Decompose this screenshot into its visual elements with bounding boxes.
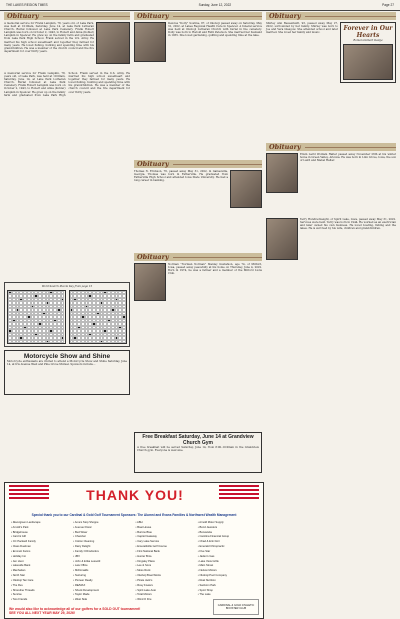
sponsor-item: • Chamber	[73, 535, 86, 539]
masthead-left: THE LAKES REGION TIMES	[6, 3, 48, 7]
sponsor-item: • Okoboji Pool Company	[197, 574, 227, 578]
sponsor-item: • Arnold Motor Supply	[197, 521, 224, 524]
sponsor-item: • North Star	[11, 574, 25, 578]
ad-footer-date: SEE YOU ALL NEXT YEAR MAY 29, 2026!	[9, 611, 76, 615]
sponsor-item: • Total Motors	[135, 593, 152, 597]
sponsor-item: • Lee & Sons	[135, 564, 152, 568]
obituary-banner: Obituary	[134, 160, 262, 168]
sponsor-item: • Cotton Cleaning	[73, 540, 95, 544]
sponsor-item: • Jen Huot	[11, 559, 24, 563]
booster-logo: CARDINAL & GOLD ATHLETIC BOOSTER CLUB	[213, 599, 259, 615]
breakfast-event	[134, 432, 262, 473]
sponsor-item: • Emmett Farms	[11, 549, 31, 553]
sponsor-item: • Main Street	[197, 564, 214, 568]
sponsor-item: • Shuck Development	[73, 588, 99, 592]
sponsor-item: • Holiday Inn	[11, 554, 27, 558]
sponsor-item: • Arnold's Park	[11, 525, 29, 529]
page-grid	[4, 12, 396, 615]
sponsor-item: • First National Bank	[135, 549, 160, 553]
sponsor-item: • Okoboji Tan Care	[11, 578, 34, 582]
sponsor-item: • McDonalds	[73, 569, 89, 573]
memoriam-subtitle: Roman Delbert Dedge	[353, 39, 383, 42]
sponsor-item: • Shoreline Threads	[11, 588, 35, 592]
sponsor-item: • Wind O Fire	[135, 598, 152, 602]
sponsor-item: • Boat House	[135, 525, 152, 529]
event-body: Motorcycle enthusiasts are invited to attend a Motorcycle Show and Shine Saturday, June 14, at Iris Avenue West and Pine Grove Mutual. Sponsors include...	[7, 360, 127, 367]
sponsor-item: • Family Orthodontics	[73, 549, 99, 553]
sponsor-item: • Pioneer Realty	[73, 578, 93, 582]
sponsor-item: • Two Friends	[11, 598, 28, 602]
sponsor-item: • Sunrise	[11, 593, 22, 597]
sponsor-item: • ABH	[135, 521, 143, 524]
sponsor-item: • Avenue Floral	[73, 525, 92, 529]
sponsor-item: • Capitol Gateway	[135, 535, 157, 539]
sponsor-item: • Ama's Stop Shoppe	[73, 521, 99, 524]
sponsor-item: • West Side	[73, 598, 88, 602]
obituary-text-continued: A memorial service for Frank Lampkin, 78, years old, of Lake Park, was held at 10:00am, Saturday, June 14, at Lake Park Lutheran Church. Burial followed at Lake Park Cemetery. Frank Robert Lampkin was born on October 2, 1943, to Robert and Alma (Kohler) Lampkin in Spencer. He grew up on the family farm and graduated from Lake Park High School. Frank served in the U.S. Army. He married his high school sweetheart and together they farmed for many years. He loved fishing, hunting and spending time with his grandchildren. He was a member of the church council and the fire department for over thirty years.	[4, 72, 130, 97]
sponsor-item: • Emerald Chiropractic	[197, 545, 225, 549]
puzzle-grid	[7, 290, 66, 344]
sponsor-item: • Moss Rock	[135, 569, 151, 573]
masthead-center: Sunday, June 12, 2022	[198, 3, 232, 7]
sponsor-item: • Rosy Fowers	[135, 583, 153, 587]
sponsor-item: • Lake View Grille	[197, 559, 219, 563]
sponsor-item: • Class Duelman	[11, 545, 31, 549]
obituary-banner: Obituary	[266, 143, 396, 151]
sponsor-item: • CC Packard Family	[11, 540, 36, 544]
sponsor-item: • Bond Jewelers	[197, 525, 218, 529]
flag-graphic	[9, 485, 49, 513]
sponsor-item: • Cary Lake Service	[135, 540, 160, 544]
sponsor-item: • Spirit Lake Auto	[135, 588, 157, 592]
obituary-banner: Obituary	[134, 12, 262, 20]
sponsor-item: • Dairy Delight	[73, 545, 91, 549]
obituary-banner: Obituary	[134, 253, 262, 261]
sponsor-item: • Law Office	[73, 564, 88, 568]
obituary-banner: Obituary	[266, 12, 396, 20]
sponsor-item: • Taylor Made	[73, 593, 90, 597]
obituary-text: Delores "Dolly" Soutine, 87, of Okoboji passed away on Saturday, May 31, 2022, at Lakes Regional Health Care in Spencer. A funeral service was held at Okoboji Lutheran Church with burial in the cemetery. Dolly was born to Harold and Ruth Peterson. She married her husband in 1955. She loved gardening, quilting and spending time at the lake.	[168, 22, 262, 38]
sponsor-item: • JBV	[73, 554, 80, 558]
memoriam-title: Forever in Our Hearts	[343, 25, 393, 39]
ad-footer-line: We would also like to acknowledge all of our golfers for a SOLD OUT tournament!	[9, 607, 141, 611]
sponsor-item: • Card & Gift	[11, 535, 26, 539]
sponsor-item: • Jaden's Gas	[197, 554, 215, 558]
sponsor-item: • Chad & Erin Dorr	[197, 540, 220, 544]
obituary-photo	[96, 22, 130, 64]
sponsor-item: • Sanborn Park	[197, 583, 216, 587]
sponsor-item: • Carolina Financial Group	[197, 535, 230, 539]
obituary-photo	[266, 218, 298, 260]
sponsor-list	[11, 521, 257, 603]
sponsor-item: • RE/MAX	[73, 583, 86, 587]
memoriam-photo	[343, 44, 393, 80]
flag-graphic	[219, 485, 259, 513]
sponsor-item: • Nelson Motors	[197, 569, 217, 573]
obituary-text: A memorial service for Frank Lampkin, 78, years old, of Lake Park, was held at 10:00am, Saturday, June 14, at Lake Park Lutheran Church. Burial followed at Lake Park Cemetery. Frank Robert Lampkin was born on October 2, 1943, to Robert and Alma (Kohler) Lampkin in Spencer. He grew up on the family farm and graduated from Lake Park High School. Frank served in the U.S. Army. He married his high school sweetheart and together they farmed for many years. He loved fishing, hunting and spending time with his grandchildren. He was a member of the church council and the fire department for over thirty years.	[4, 22, 94, 53]
sponsor-item: • Pirate Jack's	[135, 578, 153, 582]
obituary-photo	[230, 170, 262, 208]
thank-you-ad	[4, 482, 264, 619]
sponsor-item: • Lakeside Bank	[11, 564, 31, 568]
sponsor-item: • The Lake	[197, 593, 211, 597]
sponsor-item: • Manhattan	[11, 569, 26, 573]
masthead	[0, 0, 400, 11]
obituary-text: Thomas N. Erickson, 76, passed away May 31, 2022, in Gainesville, Georgia. Thomas was born in Estherville. He graduated from Estherville High School and attended Iowa State University. He had a long career in banking.	[134, 170, 228, 183]
puzzle-grid	[69, 290, 128, 344]
obituary-banner: Obituary	[4, 12, 130, 20]
sponsor-item: • Bud Wiser	[73, 530, 88, 534]
memoriam-box	[340, 22, 396, 83]
sponsor-item: • Bonavisita	[197, 530, 212, 534]
sponsor-item: • Okoboji Boat Works	[135, 574, 161, 578]
obituary-text: Terry Hundredweight, of Spirit Lake, Iowa, passed away May 31, 2022. Services were held. Terry was born in 1944. He worked as an electrician and later owned his own business. He loved boating, fishing and the lakes. He is survived by his wife, children and grandchildren.	[300, 218, 396, 231]
sponsor-item: • Nurturing	[73, 574, 86, 578]
masthead-right: Page 27	[382, 3, 394, 7]
sponsor-item: • Emeraldville Golf Course	[135, 545, 167, 549]
event-title: Motorcycle Show and Shine	[23, 353, 111, 360]
sponsor-item: • 4Evergreen Landscape	[11, 521, 41, 524]
sponsor-item: • Kingsley Place	[135, 559, 155, 563]
motorcycle-event	[4, 350, 130, 395]
sponsor-item: • Hunter Bros.	[135, 554, 153, 558]
sponsor-item: • Burrow Blue	[135, 530, 152, 534]
ad-intro: Special thank you to our Cardinal & Gold Golf Tournament Sponsors: The Alumni and Evans Families & Northwest Wealth Management	[31, 513, 237, 517]
ad-footer	[9, 607, 209, 615]
event-title: Free Breakfast Saturday, June 14 at Grandview Church Gym	[142, 434, 254, 446]
sponsor-item: • Sport Shop	[197, 588, 213, 592]
ad-headline: THANK YOU!	[86, 487, 184, 503]
sponsor-item: • John & Erika Lessold	[73, 559, 101, 563]
column-right	[266, 12, 396, 605]
obituary-text: Elwin Laird Woldam Halter passed away November 26th at his winter home in Green Valley, Arizona. He was born in Linn Grove, Iowa, the son of Laird and Mabel Halter.	[300, 153, 396, 163]
puzzle-title: Word Search Puzzle Key from page 15	[41, 285, 93, 288]
obituary-photo	[134, 263, 166, 301]
event-body: A free breakfast will be served Saturday, June 14, from 8:00–10:00am in the Grandview Church gym. Everyone is welcome.	[137, 446, 259, 453]
sponsor-item: • Bridgehouse	[11, 530, 28, 534]
sponsor-item: • Five Star	[197, 549, 211, 553]
sponsor-item: • Real Nutrition	[197, 578, 216, 582]
obituary-photo	[266, 153, 298, 193]
puzzle-box	[4, 282, 130, 347]
obituary-text: Shirley Ann Bessenfeldt, 93, passed away May 27, 2022, surrounded by her family. Shirley was born to Joe and Vera Glasgow. She attended school and later married. She loved her family and music.	[266, 22, 338, 35]
obituary-photo	[134, 22, 166, 62]
obituary-text: Norman "Norman Norman" Stanley Gustafson, age 74, of Milford, Iowa, passed away peacefully at his home on Thursday, June 4, 2022. Born in 1974, he was a farmer and a member of the Milford Lions Club.	[168, 263, 262, 276]
sponsor-item: • The Rex	[11, 583, 23, 587]
